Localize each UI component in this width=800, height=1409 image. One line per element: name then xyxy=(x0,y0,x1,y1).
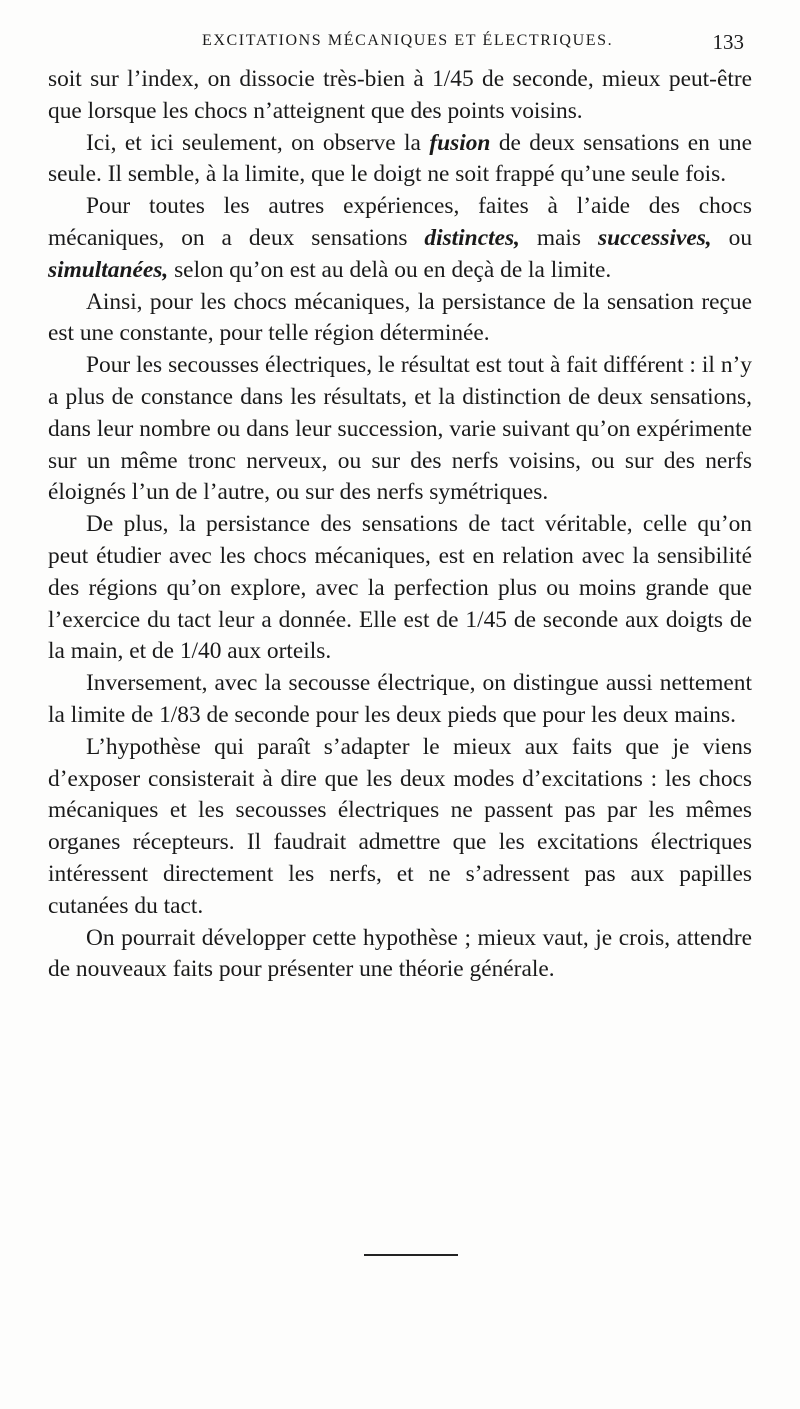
paragraph: L’hypothèse qui paraît s’adapter le mieux aux faits que je viens d’exposer consisterait à dire que les deux modes d’excitations : les chocs mécaniques et les secousses électriques ne passent pas par les mêmes organes récepteurs. Il faudrait admettre que les excitations électriques intéressent directement les nerfs, et ne s’adressent pas aux papilles cutanées du tact. xyxy=(48,733,752,919)
body-text xyxy=(48,64,752,986)
italic-term: fusion xyxy=(429,129,491,156)
italic-term: distinctes, xyxy=(424,224,520,251)
paragraph: soit sur l’index, on dissocie très-bien à 1/45 de seconde, mieux peut-être que lorsque les chocs n’atteignent que des points voisins. xyxy=(48,66,752,124)
paragraph: On pourrait développer cette hypothèse ; mieux vaut, je crois, attendre de nouveaux faits pour présenter une théorie générale. xyxy=(48,924,752,983)
paragraph: De plus, la persistance des sensations de tact véritable, celle qu’on peut étudier avec les chocs mécaniques, est en relation avec la sensibilité des régions qu’on explore, avec la perfection plus ou moins grande que l’exercice du tact leur a donnée. Elle est de 1/45 de seconde aux doigts de la main, et de 1/40 aux orteils. xyxy=(48,511,752,665)
running-title: EXCITATIONS MÉCANIQUES ET ÉLECTRIQUES. xyxy=(202,32,614,49)
text-run: mais xyxy=(519,224,598,251)
paragraph: Inversement, avec la secousse électrique, on distingue aussi nettement la limite de 1/83 de seconde pour les deux pieds que pour les deux mains. xyxy=(48,670,752,728)
end-rule xyxy=(364,1254,458,1256)
italic-term: successives, xyxy=(597,224,712,251)
running-head xyxy=(52,32,742,60)
page-number: 133 xyxy=(712,30,744,54)
text-run: de deux sensations en une seule. Il semble, à la limite, que le doigt ne soit frappé qu’une seule fois. xyxy=(48,129,752,188)
paragraph: Ainsi, pour les chocs mécaniques, la persistance de la sensation reçue est une constante, pour telle région déterminée. xyxy=(48,288,752,347)
text-run: Ici, et ici seulement, on observe la xyxy=(86,129,430,156)
text-run: Pour toutes les autres expériences, faites à l’aide des chocs mécaniques, on a deux sensations xyxy=(48,193,752,251)
text-run: ou xyxy=(711,224,753,251)
paragraph: Pour les secousses électriques, le résultat est tout à fait différent : il n’y a plus de constance dans les résultats, et la distinction de deux sensations, dans leur nombre ou dans leur succession, varie suivant qu’on expérimente sur un même tronc nerveux, ou sur des nerfs voisins, ou sur des nerfs éloignés l’un de l’autre, ou sur des nerfs symétriques. xyxy=(48,352,752,506)
italic-term: simultanées, xyxy=(48,256,169,283)
text-run: selon qu’on est au delà ou en deçà de la limite. xyxy=(168,256,612,283)
paragraph xyxy=(48,128,752,192)
paragraph xyxy=(48,191,752,286)
